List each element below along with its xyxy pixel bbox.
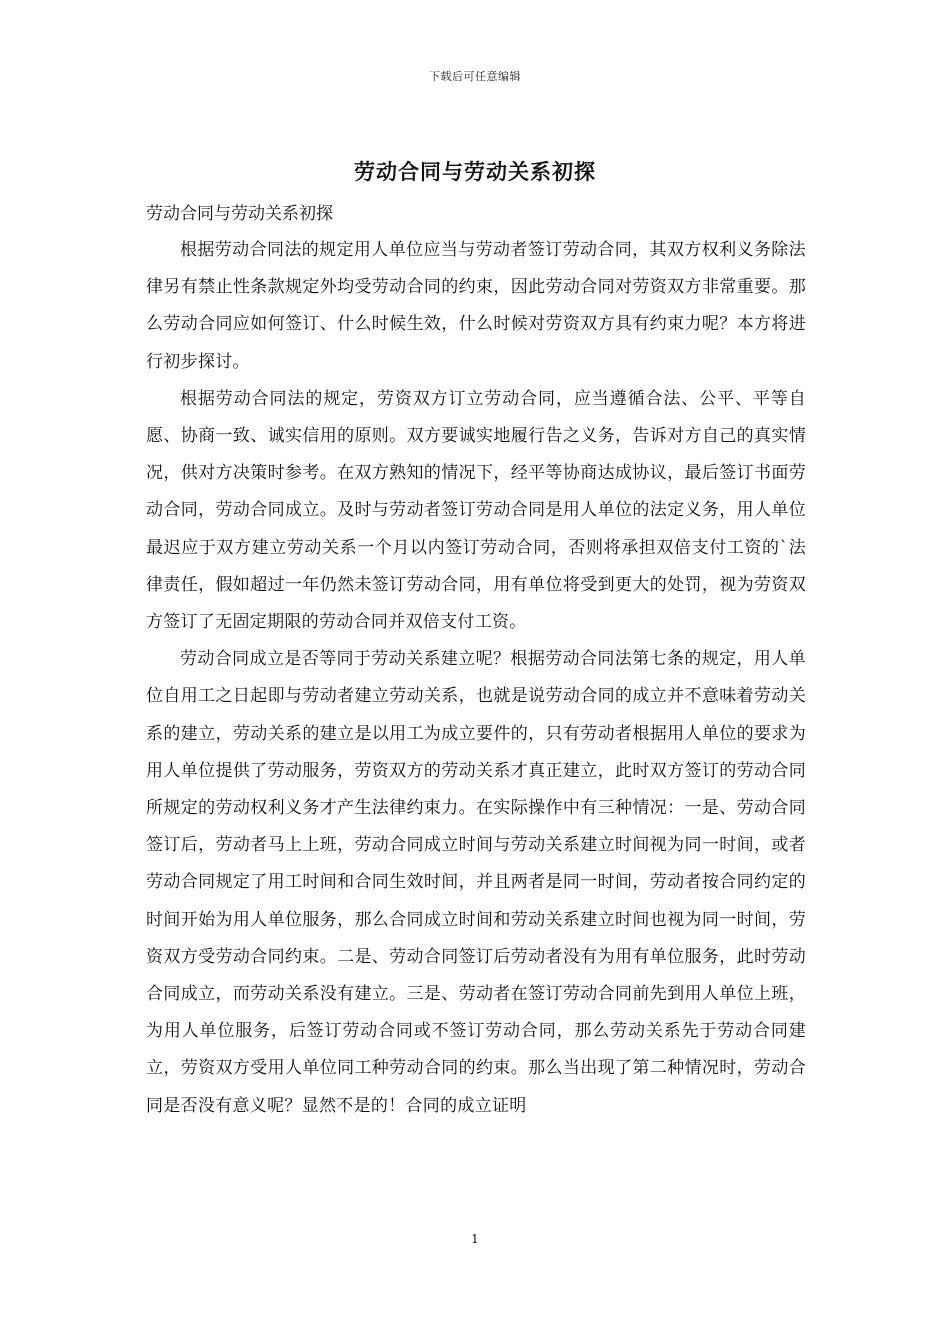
body-paragraph: 根据劳动合同法的规定用人单位应当与劳动者签订劳动合同，其双方权利义务除法律另有禁止性条款规定外均受劳动合同的约束，因此劳动合同对劳资双方非常重要。那么劳动合同应如何签订、什么时候生效，什么时候对劳资双方具有约束力呢？本方将进行初步探讨。 <box>146 240 806 372</box>
body-paragraph: 劳动合同成立是否等同于劳动关系建立呢？根据劳动合同法第七条的规定，用人单位自用工之日起即与劳动者建立劳动关系，也就是说劳动合同的成立并不意味着劳动关系的建立，劳动关系的建立是以用工为成立要件的，只有劳动者根据用人单位的要求为用人单位提供了劳动服务，劳资双方的劳动关系才真正建立，此时双方签订的劳动合同所规定的劳动权利义务才产生法律约束力。在实际操作中有三种情况：一是、劳动合同签订后，劳动者马上上班，劳动合同成立时间与劳动关系建立时间视为同一时间，或者劳动合同规定了用工时间和合同生效时间，并且两者是同一时间，劳动者按合同约定的时间开始为用人单位服务，那么合同成立时间和劳动关系建立时间也视为同一时间，劳资双方受劳动合同约束。二是、劳动合同签订后劳动者没有为用有单位服务，此时劳动合同成立，而劳动关系没有建立。三是、劳动者在签订劳动合同前先到用人单位上班，为用人单位服务，后签订劳动合同或不签订劳动合同，那么劳动关系先于劳动合同建立，劳资双方受用人单位同工种劳动合同的约束。那么当出现了第二种情况时，劳动合同是否没有意义呢？显然不是的！合同的成立证明 <box>146 649 806 1116</box>
document-body <box>146 196 806 1125</box>
document-subtitle: 劳动合同与劳动关系初探 <box>146 204 333 224</box>
body-paragraph: 根据劳动合同法的规定，劳资双方订立劳动合同，应当遵循合法、公平、平等自愿、协商一致、诚实信用的原则。双方要诚实地履行告之义务，告诉对方自己的真实情况，供对方决策时参考。在双方熟知的情况下，经平等协商达成协议，最后签订书面劳动合同，劳动合同成立。及时与劳动者签订劳动合同是用人单位的法定义务，用人单位最迟应于双方建立劳动关系一个月以内签订劳动合同，否则将承担双倍支付工资的`法律责任，假如超过一年仍然未签订劳动合同，用有单位将受到更大的处罚，视为劳资双方签订了无固定期限的劳动合同并双倍支付工资。 <box>146 388 806 633</box>
page-number: 1 <box>471 1232 479 1246</box>
page-header: 下载后可任意编辑 <box>429 70 521 83</box>
document-title: 劳动合同与劳动关系初探 <box>354 159 596 184</box>
